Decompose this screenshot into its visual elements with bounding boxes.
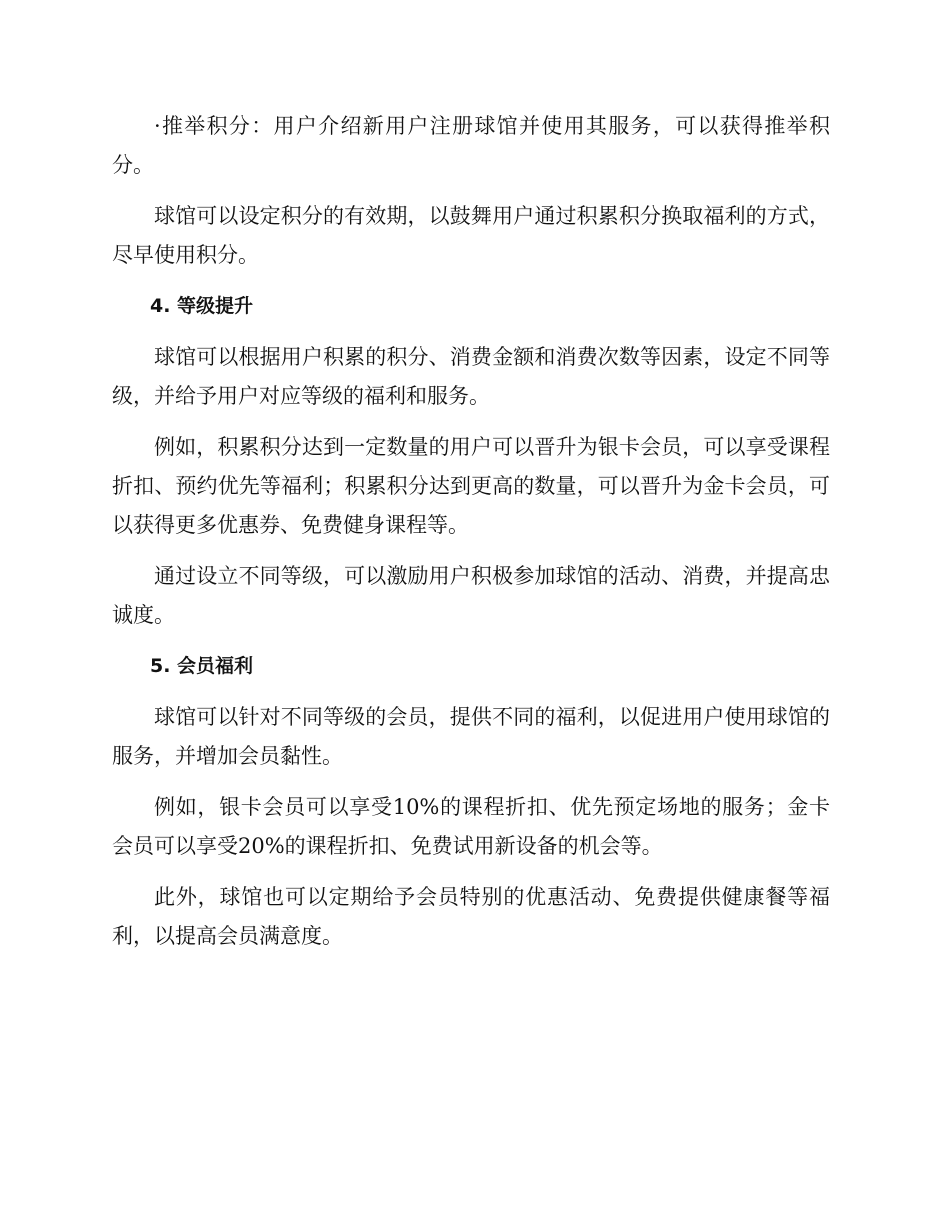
paragraph-level-setting: 球馆可以根据用户积累的积分、消费金额和消费次数等因素，设定不同等级，并给予用户对应等级的福利和服务。 bbox=[112, 345, 830, 408]
paragraph-benefits-extra: 此外，球馆也可以定期给予会员特别的优惠活动、免费提供健康餐等福利，以提高会员满意度。 bbox=[112, 885, 830, 948]
paragraph-level-incentive: 通过设立不同等级，可以激励用户积极参加球馆的活动、消费，并提高忠诚度。 bbox=[112, 564, 830, 627]
section-heading-member-benefits: 5. 会员福利 bbox=[150, 655, 254, 677]
paragraph-benefits-example: 例如，银卡会员可以享受10%的课程折扣、优先预定场地的服务；金卡会员可以享受20%的课程折扣、免费试用新设备的机会等。 bbox=[112, 795, 830, 858]
paragraph-referral-points: ·推举积分：用户介绍新用户注册球馆并使用其服务，可以获得推举积分。 bbox=[112, 114, 830, 177]
paragraph-level-example: 例如，积累积分达到一定数量的用户可以晋升为银卡会员，可以享受课程折扣、预约优先等福利；积累积分达到更高的数量，可以晋升为金卡会员，可以获得更多优惠券、免费健身课程等。 bbox=[112, 435, 830, 537]
paragraph-benefits-intro: 球馆可以针对不同等级的会员，提供不同的福利，以促进用户使用球馆的服务，并增加会员黏性。 bbox=[112, 705, 830, 768]
paragraph-points-validity: 球馆可以设定积分的有效期，以鼓舞用户通过积累积分换取福利的方式，尽早使用积分。 bbox=[112, 204, 830, 267]
section-heading-level-upgrade: 4. 等级提升 bbox=[150, 295, 254, 317]
document-body bbox=[112, 107, 830, 968]
